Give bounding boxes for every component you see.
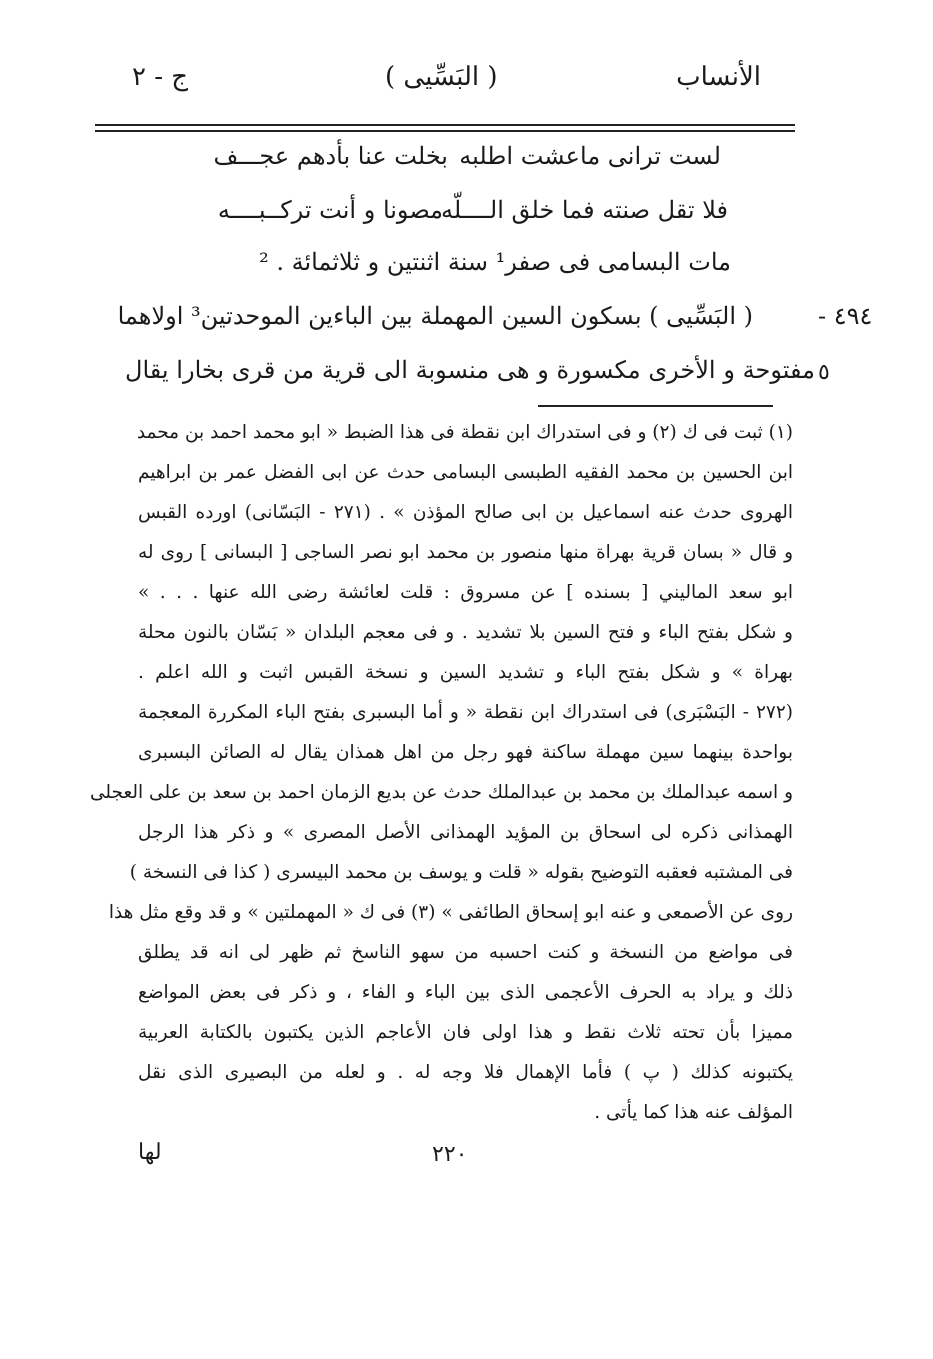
footnote-line-15: ذلك و يراد به الحرف الأعجمى الذى بين الباء و الفاء ، و ذكر فى بعض المواضع bbox=[138, 982, 793, 1003]
footnote-line-10: و اسمه عبدالملك بن محمد بن عبدالملك حدث عن بديع الزمان احمد بن سعد بن على العجلى bbox=[89, 782, 793, 803]
page-number: ٢٢٠ bbox=[432, 1142, 468, 1167]
footnote-line-16: مميزا بأن تحته ثلاث نقط و هذا اولى فان الأعاجم الذين يكتبون بالكتابة العربية bbox=[138, 1022, 793, 1043]
closing-line: مات البسامى فى صفر¹ سنة اثنتين و ثلاثمائة . ² bbox=[259, 248, 731, 276]
header-rule-top bbox=[95, 124, 795, 126]
entry-line-1: ( البَسِّيى ) بسكون السين المهملة بين الباءين الموحدتين³ اولاهما bbox=[117, 302, 753, 330]
footnote-line-11: الهمذانى ذكره لى اسحاق بن المؤيد الهمذانى الأصل المصرى » و ذكر هذا الرجل bbox=[138, 822, 793, 843]
entry-line-2: مفتوحة و الأخرى مكسورة و هى منسوبة الى قرية من قرى بخارا يقال bbox=[125, 356, 815, 384]
footnote-line-2: ابن الحسين بن محمد الفقيه الطبسى البسامى حدث عن ابى الفضل عمر بن ابراهيم bbox=[138, 462, 793, 483]
footnote-line-18: المؤلف عنه هذا كما يأتى . bbox=[594, 1102, 793, 1123]
entry-number: ٤٩٤ - bbox=[818, 302, 873, 330]
footnote-line-14: فى مواضع من النسخة و كنت احسبه من سهو الناسخ ثم ظهر لى انه قد يطلق bbox=[138, 942, 793, 963]
running-header-entry: ( البَسِّيى ) bbox=[385, 62, 498, 92]
footnote-line-1: (١) ثبت فى ك (٢) و فى استدراك ابن نقطة فى هذا الضبط « ابو محمد احمد بن محمد bbox=[136, 422, 793, 443]
footnote-line-9: بواحدة بينهما سين مهملة ساكنة فهو رجل من اهل همذان يقال له الصائن البسبرى bbox=[138, 742, 793, 763]
running-header-title: الأنساب bbox=[676, 62, 761, 92]
footnote-line-8: (٢٧٢ - البَسْبَرى) فى استدراك ابن نقطة « و أما البسبرى بفتح الباء المكررة المعجمة bbox=[138, 702, 793, 723]
verse-1-second-hemistich: بخلت عنا بأدهم عجـــف bbox=[213, 142, 448, 170]
footnote-line-7: بهراة » و شكل بفتح الباء و تشديد السين و نسخة القبس اثبت و الله اعلم . bbox=[138, 662, 793, 683]
footnote-line-13: روى عن الأصمعى و عنه ابو إسحاق الطائفى » (٣) فى ك « المهملتين » و قد وقع مثل هذا bbox=[108, 902, 793, 923]
verse-1-first-hemistich: لست ترانى ماعشت اطلبه bbox=[459, 142, 721, 170]
footnote-line-17: يكتبونه كذلك ( پ ) فأما الإهمال فلا وجه له . و لعله من البصيرى الذى نقل bbox=[138, 1062, 793, 1083]
footnote-line-12: فى المشتبه فعقبه التوضيح بقوله « قلت و يوسف بن محمد البيسرى ( كذا فى النسخة ) bbox=[129, 862, 793, 883]
line-number: ٥ bbox=[818, 360, 830, 385]
header-rule-bottom bbox=[95, 130, 795, 132]
footnote-line-6: و شكل بفتح الباء و فتح السين بلا تشديد . و فى معجم البلدان « بَسّان بالنون محلة bbox=[138, 622, 793, 643]
signature-mark: لها bbox=[138, 1140, 162, 1165]
footnote-separator bbox=[538, 405, 773, 407]
footnote-line-3: الهروى حدث عنه اسماعيل بن ابى صالح المؤذن » . (٢٧١ - البَسّانى) اورده القبس bbox=[138, 502, 793, 523]
verse-2-first-hemistich: فلا تقل صنته فما خلق الــــلّه bbox=[440, 196, 728, 224]
footnote-line-4: و قال « بسان قرية بهراة منها منصور بن محمد ابو نصر الساجى [ البسانى ] روى له bbox=[138, 542, 793, 563]
volume-label: ج - ٢ bbox=[132, 62, 189, 92]
footnote-line-5: ابو سعد الماليني [ بسنده ] عن مسروق : قلت لعائشة رضى الله عنها . . . » bbox=[138, 582, 793, 603]
verse-2-second-hemistich: مصونا و أنت تركــبــــه bbox=[217, 196, 443, 224]
